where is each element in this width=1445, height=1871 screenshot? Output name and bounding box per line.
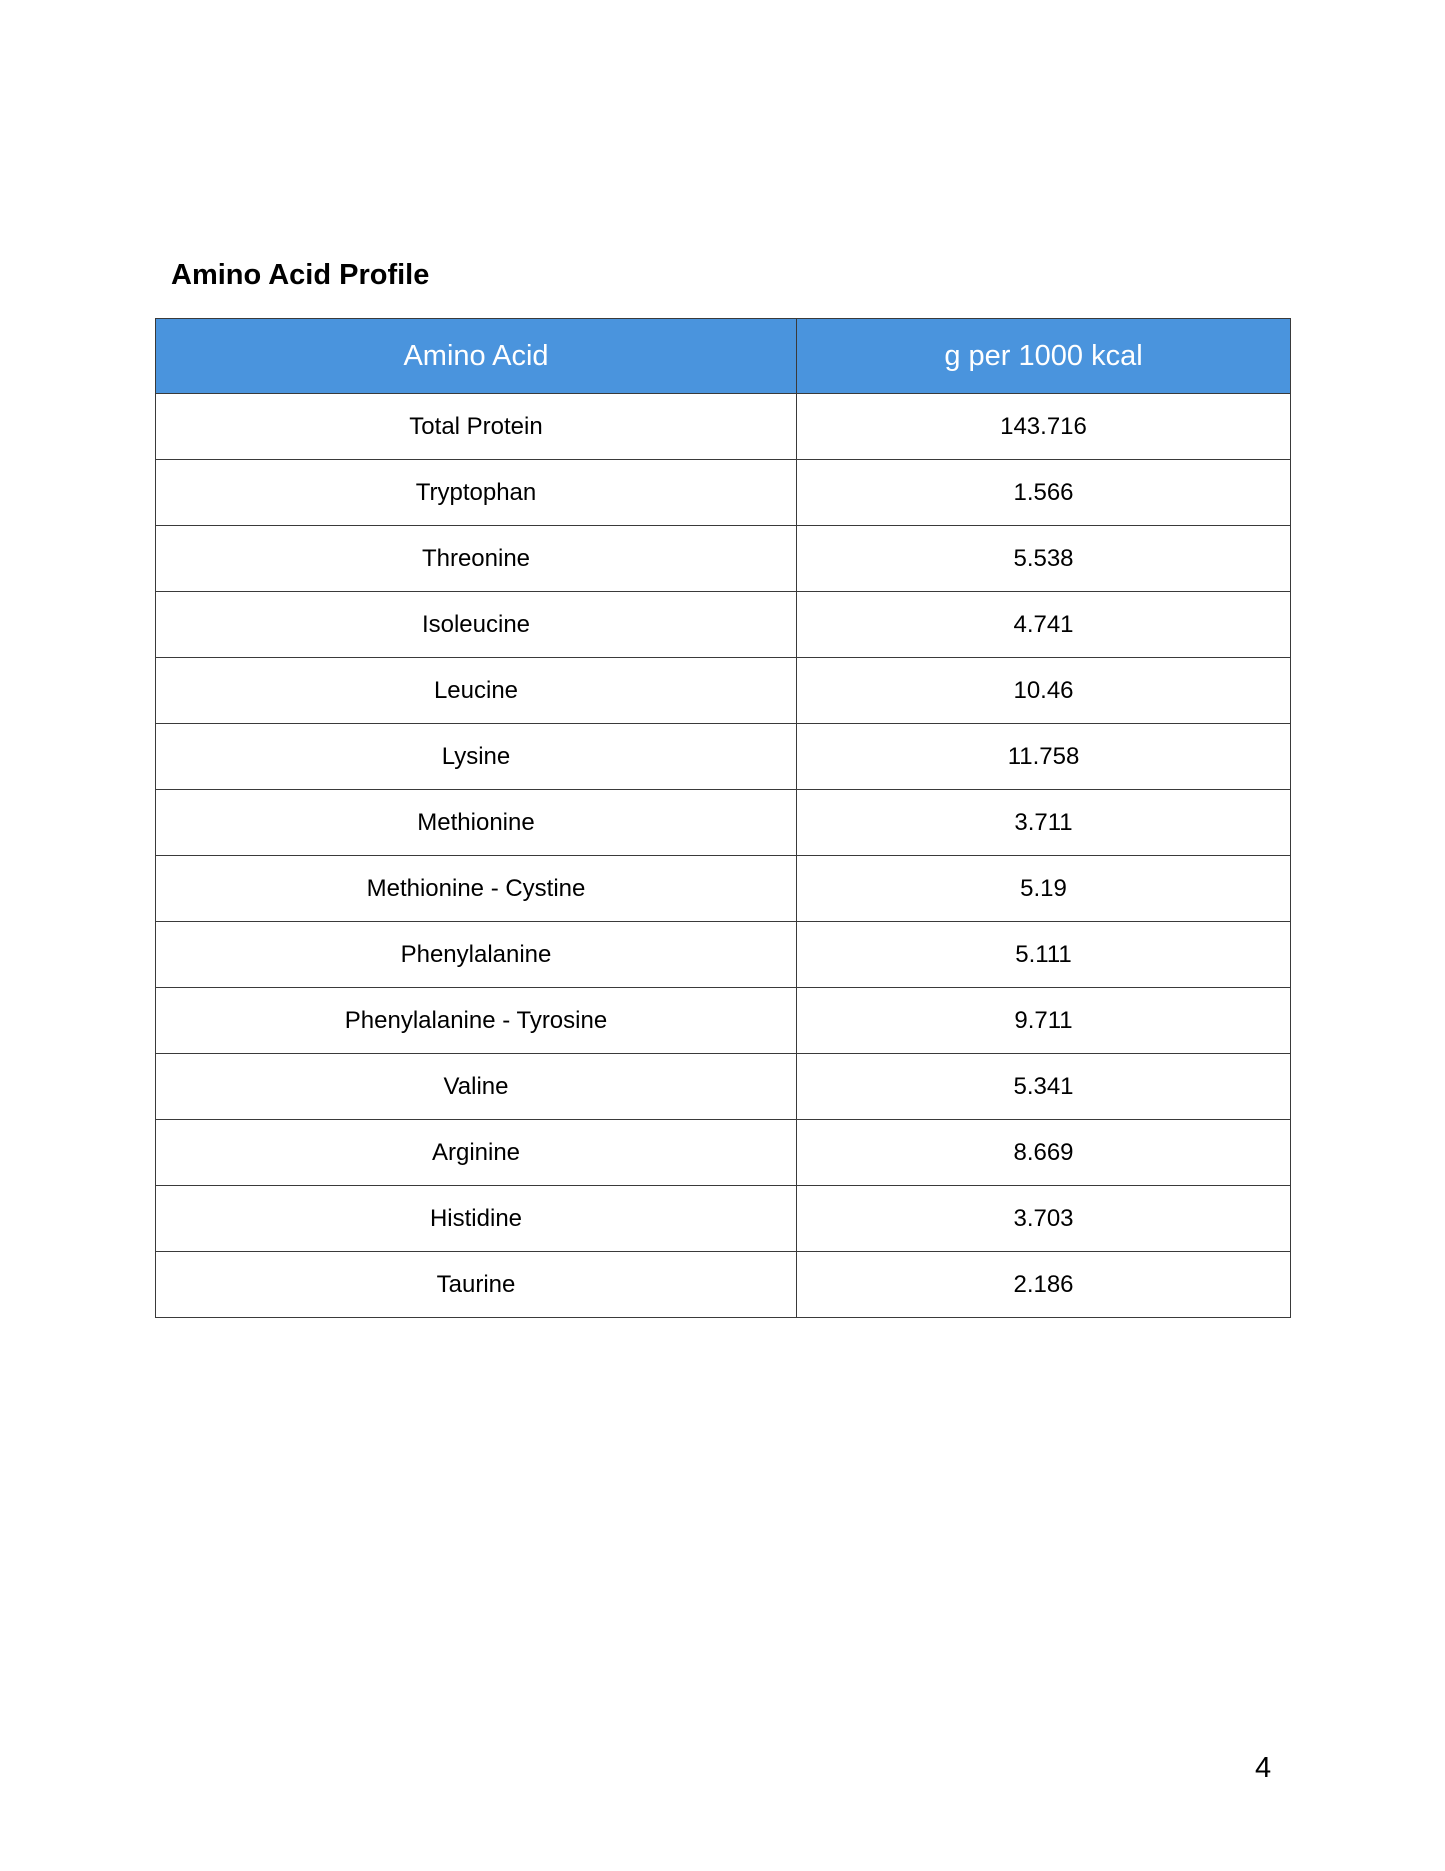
value-cell: 143.716 — [797, 394, 1291, 460]
table-row — [156, 856, 1291, 922]
amino-acid-cell: Arginine — [156, 1120, 797, 1186]
amino-acid-table-container — [155, 318, 1290, 1318]
value-cell: 1.566 — [797, 460, 1291, 526]
table-row — [156, 526, 1291, 592]
column-header-amino-acid: Amino Acid — [156, 319, 797, 394]
amino-acid-cell: Taurine — [156, 1252, 797, 1318]
amino-acid-table — [155, 318, 1291, 1318]
table-row — [156, 1252, 1291, 1318]
table-row — [156, 592, 1291, 658]
amino-acid-cell: Leucine — [156, 658, 797, 724]
amino-acid-cell: Phenylalanine — [156, 922, 797, 988]
table-row — [156, 790, 1291, 856]
amino-acid-cell: Methionine - Cystine — [156, 856, 797, 922]
value-cell: 2.186 — [797, 1252, 1291, 1318]
table-row — [156, 460, 1291, 526]
value-cell: 3.703 — [797, 1186, 1291, 1252]
value-cell: 5.341 — [797, 1054, 1291, 1120]
amino-acid-cell: Isoleucine — [156, 592, 797, 658]
page-title: Amino Acid Profile — [171, 259, 430, 291]
table-row — [156, 394, 1291, 460]
value-cell: 3.711 — [797, 790, 1291, 856]
table-header — [156, 319, 1291, 394]
value-cell: 11.758 — [797, 724, 1291, 790]
value-cell: 9.711 — [797, 988, 1291, 1054]
table-row — [156, 922, 1291, 988]
table-body — [156, 394, 1291, 1318]
value-cell: 10.46 — [797, 658, 1291, 724]
table-row — [156, 1054, 1291, 1120]
value-cell: 8.669 — [797, 1120, 1291, 1186]
page-number: 4 — [1255, 1752, 1272, 1784]
table-header-row — [156, 319, 1291, 394]
amino-acid-cell: Lysine — [156, 724, 797, 790]
amino-acid-cell: Total Protein — [156, 394, 797, 460]
amino-acid-cell: Tryptophan — [156, 460, 797, 526]
amino-acid-cell: Phenylalanine - Tyrosine — [156, 988, 797, 1054]
value-cell: 5.538 — [797, 526, 1291, 592]
value-cell: 5.111 — [797, 922, 1291, 988]
table-row — [156, 1186, 1291, 1252]
table-row — [156, 724, 1291, 790]
column-header-g-per-1000-kcal: g per 1000 kcal — [797, 319, 1291, 394]
value-cell: 5.19 — [797, 856, 1291, 922]
table-row — [156, 988, 1291, 1054]
amino-acid-cell: Valine — [156, 1054, 797, 1120]
table-row — [156, 658, 1291, 724]
value-cell: 4.741 — [797, 592, 1291, 658]
table-row — [156, 1120, 1291, 1186]
amino-acid-cell: Methionine — [156, 790, 797, 856]
amino-acid-cell: Histidine — [156, 1186, 797, 1252]
amino-acid-cell: Threonine — [156, 526, 797, 592]
